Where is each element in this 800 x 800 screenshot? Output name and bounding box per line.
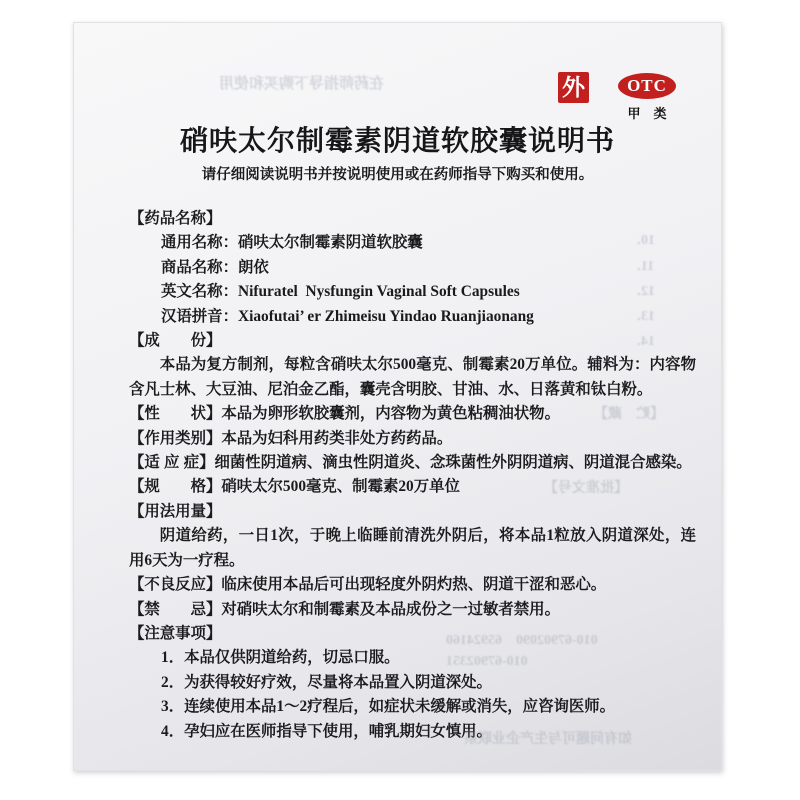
generic-name-key: 通用名称： [161, 234, 238, 252]
character-text: 本品为卵形软胶囊剂，内容物为黄色粘稠油状物。 [221, 405, 560, 423]
trade-name-value: 朗依 [237, 258, 269, 276]
dosage-text: 阴道给药，一日1次，于晚上临睡前清洗外阴后，将本品1粒放入阴道深处，连用6天为一疗程。 [129, 527, 696, 569]
precaution-item: 4．孕妇应在医师指导下使用，哺乳期妇女慎用。 [161, 722, 492, 740]
ghost-showthrough: 010-67902351 [446, 654, 528, 669]
section-contraindication-label: 【禁 忌】 [129, 600, 222, 618]
section-category [129, 427, 696, 451]
pinyin-name-row [129, 305, 696, 329]
pinyin-name-value: Xiaofutai’ er Zhimeisu Yindao Ruanjiaonang [237, 307, 534, 325]
external-use-mark: 外 [562, 74, 585, 100]
generic-name-value: 硝呋太尔制霉素阴道软胶囊 [237, 234, 423, 252]
adverse-text: 临床使用本品后可出现轻度外阴灼热、阴道干涩和恶心。 [221, 576, 607, 594]
section-precautions-label: 【注意事项】 [129, 624, 222, 642]
english-name-value: Nifuratel Nysfungin Vaginal Soft Capsules [237, 283, 520, 301]
ghost-showthrough: 11． [627, 259, 655, 274]
section-category-label: 【作用类别】 [129, 429, 222, 447]
contraindication-text: 对硝呋太尔和制霉素及本品成份之一过敏者禁用。 [221, 600, 560, 618]
pinyin-name-key: 汉语拼音： [161, 307, 238, 325]
section-contraindication [129, 598, 696, 622]
trade-name-row [129, 256, 696, 280]
section-adverse-label: 【不良反应】 [129, 576, 222, 594]
ghost-showthrough: 如有问题可与生产企业联系 [464, 732, 632, 747]
ghost-showthrough: 14． [627, 334, 655, 349]
page-title: 硝呋太尔制霉素阴道软胶囊说明书 [179, 125, 615, 156]
ghost-showthrough: 【贮 藏】 [594, 407, 664, 422]
section-dosage-label: 【用法用量】 [129, 502, 222, 520]
strength-text: 硝呋太尔500毫克、制霉素20万单位 [221, 478, 460, 496]
ghost-showthrough: 【批准文号】 [544, 481, 628, 496]
ghost-showthrough: 在药师指导下购买和使用 [219, 76, 385, 92]
leaflet-body [129, 207, 696, 744]
otc-class-label: 甲 类 [627, 106, 667, 121]
composition-text: 本品为复方制剂，每粒含硝呋太尔500毫克、制霉素20万单位。辅料为：内容物含凡士林、大豆油、尼泊金乙酯，囊壳含明胶、甘油、水、日落黄和钛白粉。 [129, 356, 696, 398]
leaflet-paper [73, 22, 722, 771]
section-drug-name-label: 【药品名称】 [129, 210, 222, 227]
english-name-key: 英文名称： [161, 283, 238, 301]
indications-text: 细菌性阴道病、滴虫性阴道炎、念珠菌性外阴阴道病、阴道混合感染。 [214, 454, 692, 472]
ghost-showthrough: 13． [627, 309, 655, 324]
section-indications [129, 451, 696, 475]
trade-name-key: 商品名称： [161, 258, 238, 276]
section-strength [129, 475, 696, 499]
precaution-item: 1．本品仅供阴道给药，切忌口服。 [161, 649, 400, 667]
category-text: 本品为妇科用药类非处方药药品。 [221, 429, 453, 447]
section-character [129, 402, 696, 426]
section-indications-label: 【适 应 症】 [129, 454, 215, 472]
otc-label: OTC [627, 76, 667, 95]
ghost-showthrough: 10． [627, 233, 655, 248]
english-name-row [129, 280, 696, 304]
ghost-showthrough: 12． [627, 284, 655, 299]
section-strength-label: 【规 格】 [129, 478, 222, 496]
section-composition-label: 【成 份】 [129, 332, 222, 350]
ghost-showthrough: 010-67902090 65924160 [446, 633, 598, 648]
otc-badge [618, 73, 676, 99]
section-adverse [129, 573, 696, 597]
generic-name-row [129, 231, 696, 255]
precaution-item: 2．为获得较好疗效，尽量将本品置入阴道深处。 [161, 673, 492, 691]
precaution-item: 3．连续使用本品1～2疗程后，如症状未缓解或消失，应咨询医师。 [161, 698, 616, 716]
section-character-label: 【性 状】 [129, 405, 222, 423]
external-use-badge [558, 72, 589, 103]
page-subtitle: 请仔细阅读说明书并按说明使用或在药师指导下购买和使用。 [201, 167, 594, 183]
